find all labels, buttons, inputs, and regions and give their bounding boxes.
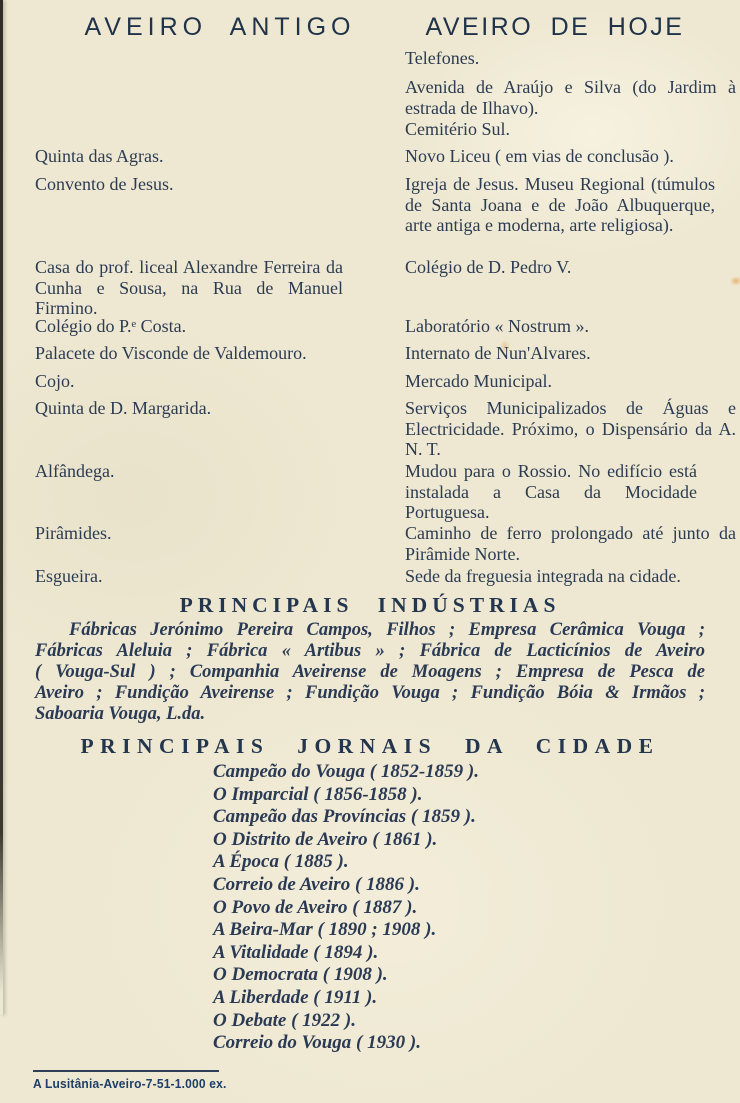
comparison-row — [0, 119, 740, 140]
footer-rule — [33, 1070, 219, 1072]
aveiro-de-hoje-item: Mudou para o Rossio. No edifício está instalada a Casa da Mocidade Portuguesa. — [405, 461, 697, 522]
comparison-row — [0, 371, 740, 392]
newspaper-item: Campeão das Províncias ( 1859 ). — [213, 806, 476, 828]
industries-line: Fábricas Jerónimo Pereira Campos, Filhos ; Empresa Cerâmica Vouga ; — [69, 620, 705, 640]
aveiro-de-hoje-item: Igreja de Jesus. Museu Regional (túmulos de Santa Joana e de João Albuquerque, arte antiga e moderna, arte religiosa). — [405, 174, 715, 235]
newspaper-item: O Democrata ( 1908 ). — [213, 964, 388, 986]
industries-line: Fábricas Aleluia ; Fábrica « Artibus » ; Fábrica de Lacticínios de Aveiro — [35, 641, 705, 661]
newspaper-item: O Debate ( 1922 ). — [213, 1009, 356, 1031]
newspaper-item: A Vitalidade ( 1894 ). — [213, 941, 379, 963]
aveiro-antigo-item: Esgueira. — [35, 566, 103, 586]
aveiro-de-hoje-item: Sede da freguesia integrada na cidade. — [405, 566, 681, 586]
newspaper-item: A Beira-Mar ( 1890 ; 1908 ). — [213, 919, 437, 941]
comparison-row — [0, 257, 740, 319]
industries-line: Saboaria Vouga, L.da. — [35, 704, 206, 724]
aveiro-antigo-item: Casa do prof. liceal Alexandre Ferreira da Cunha e Sousa, na Rua de Manuel Firmino. — [35, 257, 343, 318]
aveiro-antigo-item: Quinta das Agras. — [35, 146, 164, 166]
aveiro-de-hoje-item: Serviços Municipalizados de Águas e Electricidade. Próximo, o Dispensário da A. N. T. — [405, 398, 736, 459]
aveiro-antigo-item: Palacete do Visconde de Valdemouro. — [35, 343, 307, 363]
newspapers-section-title: PRINCIPAIS JORNAIS DA CIDADE — [80, 734, 660, 758]
comparison-row — [0, 316, 740, 337]
aveiro-de-hoje-item: Cemitério Sul. — [405, 119, 510, 139]
aveiro-antigo-item: Alfândega. — [35, 461, 115, 481]
newspaper-item: O Distrito de Aveiro ( 1861 ). — [213, 828, 438, 850]
aveiro-antigo-item: Quinta de D. Margarida. — [35, 398, 212, 418]
industries-section-title: PRINCIPAIS INDÚSTRIAS — [179, 593, 561, 617]
comparison-row — [0, 461, 740, 523]
newspaper-item: Campeão do Vouga ( 1852-1859 ). — [213, 761, 479, 782]
aveiro-antigo-item: Pirâmides. — [35, 523, 112, 543]
newspaper-item: A Época ( 1885 ). — [213, 851, 349, 873]
newspaper-item: O Imparcial ( 1856-1858 ). — [213, 783, 423, 805]
newspaper-item: Correio do Vouga ( 1930 ). — [213, 1032, 421, 1054]
aveiro-antigo-item: Cojo. — [35, 371, 75, 391]
column-title-aveiro-de-hoje: AVEIRO DE HOJE — [425, 13, 685, 41]
aveiro-de-hoje-item: Novo Liceu ( em vias de conclusão ). — [405, 146, 674, 166]
comparison-row — [0, 174, 740, 236]
newspapers-list — [213, 761, 479, 1055]
aveiro-de-hoje-item: Mercado Municipal. — [405, 371, 552, 391]
industries-paragraph — [35, 620, 705, 725]
comparison-row — [0, 146, 740, 167]
column-title-aveiro-antigo: AVEIRO ANTIGO — [84, 13, 356, 41]
aveiro-de-hoje-item: Colégio de D. Pedro V. — [405, 257, 572, 277]
newspaper-item: A Liberdade ( 1911 ). — [213, 986, 378, 1008]
aveiro-de-hoje-item: Laboratório « Nostrum ». — [405, 316, 589, 336]
comparison-row — [0, 398, 740, 460]
comparison-row — [0, 77, 740, 118]
comparison-row — [0, 523, 740, 564]
aveiro-antigo-item: Convento de Jesus. — [35, 174, 174, 194]
newspaper-item: O Povo de Aveiro ( 1887 ). — [213, 896, 418, 918]
aveiro-de-hoje-item: Avenida de Araújo e Silva (do Jardim à estrada de Ilhavo). — [405, 77, 736, 118]
aveiro-de-hoje-item: Internato de Nun'Alvares. — [405, 343, 591, 363]
newspaper-item: Correio de Aveiro ( 1886 ). — [213, 873, 420, 895]
industries-line: ( Vouga-Sul ) ; Companhia Aveirense de Moagens ; Empresa de Pesca de — [35, 662, 705, 682]
aveiro-de-hoje-item: Telefones. — [405, 48, 480, 68]
printer-imprint: A Lusitânia-Aveiro-7-51-1.000 ex. — [33, 1077, 227, 1091]
aveiro-antigo-item: Colégio do P.ᵉ Costa. — [35, 316, 187, 336]
aveiro-de-hoje-item: Caminho de ferro prolongado até junto da Pirâmide Norte. — [405, 523, 736, 564]
industries-line: Aveiro ; Fundição Aveirense ; Fundição Vouga ; Fundição Bóia & Irmãos ; — [35, 683, 705, 703]
comparison-row — [0, 343, 740, 364]
comparison-row — [0, 48, 740, 69]
comparison-row — [0, 566, 740, 587]
